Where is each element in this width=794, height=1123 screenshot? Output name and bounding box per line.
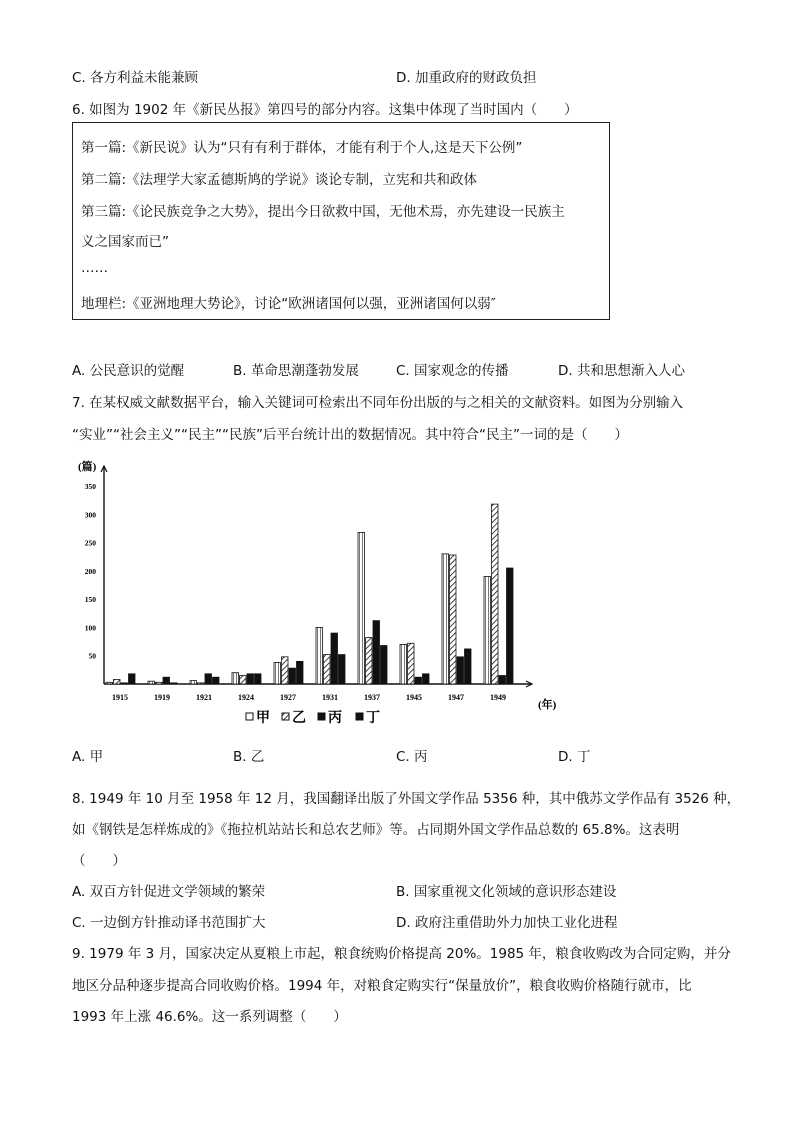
bar-丙-1931 bbox=[331, 633, 338, 684]
x-axis-label: (年) bbox=[538, 699, 557, 711]
q5-option-c: C. 各方利益未能兼顾 bbox=[72, 70, 199, 86]
bar-乙-1924 bbox=[240, 676, 247, 684]
bar-甲-1931 bbox=[316, 627, 323, 684]
y-tick-label: 150 bbox=[84, 595, 96, 605]
legend-swatch-丙 bbox=[318, 713, 325, 720]
bar-甲-1921 bbox=[190, 681, 197, 684]
x-tick-label: 1949 bbox=[490, 693, 506, 702]
bar-甲-1924 bbox=[232, 673, 239, 684]
bar-丙-1947 bbox=[457, 657, 464, 684]
y-tick-label: 300 bbox=[84, 510, 96, 520]
q8-option-d: D. 政府注重借助外力加快工业化进程 bbox=[396, 915, 618, 931]
bar-甲-1949 bbox=[484, 577, 491, 684]
q9-line1: 9. 1979 年 3 月，国家决定从夏粮上市起，粮食统购价格提高 20%。1985 年，粮食收购改为合同定购，并分 bbox=[72, 946, 731, 962]
q8-stem-line2: 如《钢铁是怎样炼成的》《拖拉机站站长和总农艺师》等。占同期外国文学作品总数的 65.8%。这表明 bbox=[72, 822, 680, 838]
q7-stem-line2: “实业”“社会主义”“民主”“民族”后平台统计出的数据情况。其中符合“民主”一词的是（ ） bbox=[72, 427, 628, 443]
q6-option-c: C. 国家观念的传播 bbox=[396, 363, 509, 379]
bar-丁-1949 bbox=[507, 568, 514, 684]
x-tick-label: 1931 bbox=[322, 693, 338, 702]
bar-丁-1919 bbox=[171, 683, 178, 684]
x-tick-label: 1947 bbox=[448, 693, 464, 702]
bar-丁-1921 bbox=[213, 677, 220, 684]
bar-乙-1947 bbox=[450, 555, 457, 684]
q9-line2: 地区分品种逐步提高合同收购价格。1994 年，对粮食定购实行“保量放价”，粮食收购价格随行就市，比 bbox=[72, 978, 692, 994]
y-tick-label: 350 bbox=[84, 482, 96, 491]
q6-box-line: …… bbox=[81, 260, 108, 276]
q6-box-line: 第二篇:《法理学大家孟德斯鸠的学说》谈论专制，立宪和共和政体 bbox=[81, 172, 478, 188]
x-tick-label: 1921 bbox=[196, 693, 212, 702]
bar-丙-1924 bbox=[247, 674, 254, 684]
q9-line3: 1993 年上涨 46.6%。这一系列调整（ ） bbox=[72, 1009, 347, 1025]
x-tick-label: 1915 bbox=[112, 693, 128, 702]
bar-丙-1945 bbox=[415, 677, 422, 684]
q6-option-b: B. 革命思潮蓬勃发展 bbox=[233, 363, 359, 379]
x-tick-label: 1937 bbox=[364, 693, 380, 702]
bar-丙-1921 bbox=[205, 674, 212, 684]
bar-乙-1937 bbox=[366, 638, 373, 684]
legend-label-乙: 乙 bbox=[292, 711, 306, 726]
q6-source-box bbox=[72, 122, 610, 320]
legend-swatch-甲 bbox=[246, 713, 253, 720]
x-tick-label: 1927 bbox=[280, 693, 296, 702]
bar-丙-1949 bbox=[499, 676, 506, 684]
y-axis-label: (篇) bbox=[78, 461, 97, 473]
q8-option-c: C. 一边倒方针推动译书范围扩大 bbox=[72, 915, 266, 931]
bar-丙-1927 bbox=[289, 668, 296, 684]
y-tick-label: 200 bbox=[84, 566, 96, 576]
q7-option-c: C. 丙 bbox=[396, 749, 428, 765]
q6-box-line: 第一篇:《新民说》认为“只有有利于群体，才能有利于个人,这是天下公例” bbox=[81, 140, 523, 156]
q6-box-line: 义之国家而已” bbox=[81, 234, 169, 250]
y-tick-label: 250 bbox=[84, 538, 96, 548]
bar-丁-1947 bbox=[465, 649, 472, 684]
y-tick-label: 50 bbox=[88, 651, 96, 661]
q6-option-a: A. 公民意识的觉醒 bbox=[72, 363, 185, 379]
legend-label-甲: 甲 bbox=[256, 711, 270, 726]
bar-甲-1915 bbox=[106, 682, 113, 684]
bar-乙-1949 bbox=[492, 504, 499, 684]
bar-乙-1915 bbox=[114, 679, 121, 684]
q7-option-b: B. 乙 bbox=[233, 749, 265, 765]
q6-stem: 6. 如图为 1902 年《新民丛报》第四号的部分内容。这集中体现了当时国内（ ） bbox=[72, 102, 578, 118]
q8-stem-line3: （ ） bbox=[72, 853, 126, 869]
bar-甲-1947 bbox=[442, 554, 449, 684]
q5-option-d: D. 加重政府的财政负担 bbox=[396, 70, 537, 86]
bar-甲-1937 bbox=[358, 532, 365, 684]
x-tick-label: 1919 bbox=[154, 693, 170, 702]
x-tick-label: 1924 bbox=[238, 693, 254, 702]
bar-chart bbox=[70, 452, 570, 732]
bar-丁-1915 bbox=[129, 674, 136, 684]
y-tick-label: 100 bbox=[84, 623, 96, 633]
q6-option-d: D. 共和思想渐入人心 bbox=[558, 363, 685, 379]
bar-丁-1937 bbox=[381, 646, 388, 684]
bar-丁-1924 bbox=[255, 674, 262, 684]
bar-丁-1945 bbox=[423, 674, 430, 684]
q7-option-a: A. 甲 bbox=[72, 749, 104, 765]
bar-丙-1919 bbox=[163, 677, 170, 684]
bar-甲-1919 bbox=[148, 681, 155, 684]
bar-乙-1931 bbox=[324, 655, 331, 684]
legend-label-丙: 丙 bbox=[328, 711, 342, 726]
bar-乙-1921 bbox=[198, 683, 205, 684]
bar-丁-1931 bbox=[339, 655, 346, 684]
legend-label-丁: 丁 bbox=[366, 711, 380, 726]
q6-box-line: 地理栏:《亚洲地理大势论》，讨论“欧洲诸国何以强，亚洲诸国何以弱″ bbox=[81, 296, 496, 312]
q7-stem-line1: 7. 在某权威文献数据平台，输入关键词可检索出不同年份出版的与之相关的文献资料。如图为分别输入 bbox=[72, 395, 684, 411]
q7-option-d: D. 丁 bbox=[558, 749, 591, 765]
bar-乙-1927 bbox=[282, 657, 289, 684]
bar-乙-1919 bbox=[156, 682, 163, 684]
bar-乙-1945 bbox=[408, 643, 415, 684]
q6-box-line: 第三篇:《论民族竞争之大势》，提出今日欲救中国，无他术焉，亦先建设一民族主 bbox=[81, 204, 565, 220]
bar-丙-1937 bbox=[373, 621, 380, 684]
bar-丁-1927 bbox=[297, 661, 304, 684]
q8-option-b: B. 国家重视文化领域的意识形态建设 bbox=[396, 884, 617, 900]
q8-stem-line1: 8. 1949 年 10 月至 1958 年 12 月，我国翻译出版了外国文学作品 5356 种，其中俄苏文学作品有 3526 种， bbox=[72, 791, 741, 807]
bar-丙-1915 bbox=[121, 683, 128, 684]
q8-option-a: A. 双百方针促进文学领域的繁荣 bbox=[72, 884, 266, 900]
bar-甲-1927 bbox=[274, 663, 281, 684]
legend-swatch-乙 bbox=[282, 713, 289, 720]
x-tick-label: 1945 bbox=[406, 693, 422, 702]
bar-甲-1945 bbox=[400, 644, 407, 684]
legend-swatch-丁 bbox=[356, 713, 363, 720]
